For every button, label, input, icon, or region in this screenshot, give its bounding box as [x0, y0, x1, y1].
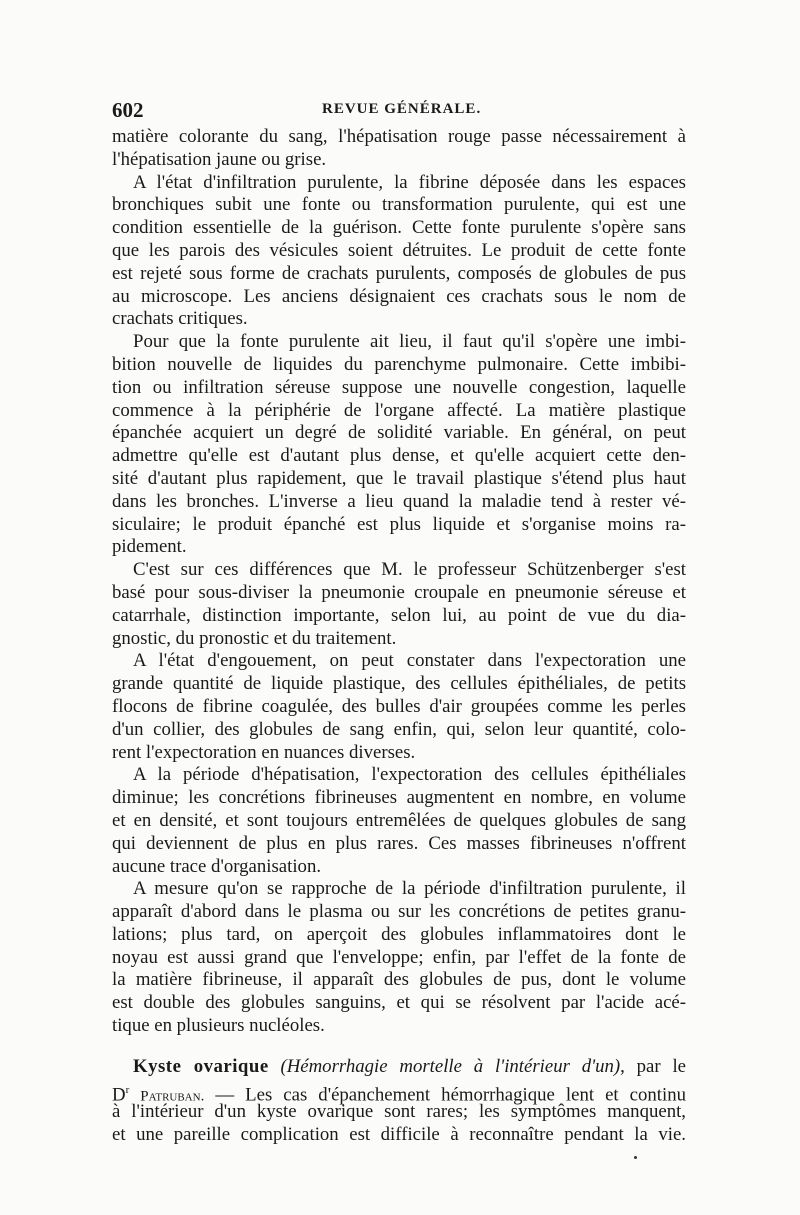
section-text: — Les cas d'épanchement hémorrhagique lent et continu [204, 1083, 686, 1105]
text-line: dans les bronches. L'inverse a lieu quand la maladie tend à rester vé- [112, 490, 686, 512]
running-head: REVUE GÉNÉRALE. [322, 101, 482, 117]
text-line: siculaire; le produit épanché est plus liquide et s'organise moins ra- [112, 513, 686, 535]
text-line: que les parois des vésicules soient détruites. Le produit de cette fonte [112, 239, 686, 261]
text-line: est double des globules sanguins, et qui se résolvent par l'acide acé- [112, 992, 686, 1014]
text-line: grande quantité de liquide plastique, des cellules épithéliales, de petits [112, 673, 686, 695]
text-line: C'est sur ces différences que M. le professeur Schützenberger s'est [133, 559, 686, 581]
text-line: admettre qu'elle est d'autant plus dense, et qu'elle acquiert cette den- [112, 445, 686, 467]
text-line: et en densité, et sont toujours entremêlées de quelques globules de sang [112, 809, 686, 831]
section-gap [112, 1038, 686, 1056]
text-line: épanchée acquiert un degré de solidité variable. En général, on peut [112, 422, 686, 444]
text-line: à l'intérieur d'un kyste ovarique sont rares; les symptômes manquent, [112, 1101, 686, 1123]
text-line [112, 1079, 686, 1105]
text-line: est rejeté sous forme de crachats purulents, composés de globules de pus [112, 262, 686, 284]
text-line: rent l'expectoration en nuances diverses. [112, 741, 416, 763]
text-line: A l'état d'engouement, on peut constater dans l'expectoration une [133, 650, 686, 672]
text-line: flocons de fibrine coagulée, des bulles d'air groupées comme les perles [112, 695, 686, 717]
text-line: crachats critiques. [112, 308, 248, 330]
page [112, 98, 686, 1147]
section-title: Kyste ovarique [133, 1055, 269, 1077]
text-line: pidement. [112, 536, 187, 558]
text-line: tique en plusieurs nucléoles. [112, 1015, 325, 1037]
section-subtitle: (Hémorrhagie mortelle à l'intérieur d'un) [280, 1055, 621, 1077]
text-line: gnostic, du pronostic et du traitement. [112, 627, 397, 649]
page-header [112, 98, 686, 122]
text-line: qui deviennent de plus en plus rares. Ces masses fibrineuses n'offrent [112, 832, 686, 854]
text-line: matière colorante du sang, l'hépatisation rouge passe nécessairement à [112, 126, 686, 147]
text-line: aucune trace d'organisation. [112, 855, 322, 877]
text-line: l'hépatisation jaune ou grise. [112, 148, 327, 170]
text-line: catarrhale, distinction importante, selon lui, au point de vue du dia- [112, 604, 686, 626]
text-line: lations; plus tard, on aperçoit des globules inflammatoires dont le [112, 923, 686, 945]
text-line: basé pour sous-diviser la pneumonie croupale en pneumonie séreuse et [112, 581, 686, 603]
text-line: sité d'autant plus rapidement, que le travail plastique s'étend plus haut [112, 467, 686, 489]
text-line: diminue; les concrétions fibrineuses augmentent en nombre, en volume [112, 787, 686, 809]
text-line: la matière fibrineuse, il apparaît des globules de pus, dont le volume [112, 969, 686, 991]
text-line: A la période d'hépatisation, l'expectoration des cellules épithéliales [133, 764, 686, 786]
text-line: A mesure qu'on se rapproche de la période d'infiltration purulente, il [133, 878, 686, 900]
text-line: d'un collier, des globules de sang enfin, qui, selon leur quantité, colo- [112, 718, 686, 740]
text-line: condition essentielle de la guérison. Cette fonte purulente s'opère sans [112, 217, 686, 239]
section-text: , par le [620, 1055, 687, 1077]
text-line: et une pareille complication est difficile à reconnaître pendant la vie. [112, 1124, 686, 1146]
text-line: bition nouvelle de liquides du parenchyme pulmonaire. Cette imbibi- [112, 353, 686, 375]
ink-mark [634, 1156, 637, 1159]
text-line: A l'état d'infiltration purulente, la fibrine déposée dans les espaces [133, 171, 686, 193]
text-line: Pour que la fonte purulente ait lieu, il faut qu'il s'opère une imbi- [133, 331, 686, 353]
author-name: Patruban. [140, 1087, 205, 1104]
text-line: commence à la périphérie de l'organe affecté. La matière plastique [112, 399, 686, 421]
author-prefix: D [112, 1083, 126, 1105]
section-heading-line [112, 1056, 686, 1079]
text-line: au microscope. Les anciens désignaient ces crachats sous le nom de [112, 285, 686, 307]
author-prefix-sup: r [125, 1083, 130, 1096]
text-line: bronchiques subit une fonte ou transformation purulente, qui est une [112, 194, 686, 216]
page-number: 602 [112, 98, 144, 122]
text-line: apparaît d'abord dans le plasma ou sur les concrétions de petites granu- [112, 901, 686, 923]
text-line: noyau est aussi grand que l'enveloppe; enfin, par l'effet de la fonte de [112, 946, 686, 968]
text-line: tion ou infiltration séreuse suppose une nouvelle congestion, laquelle [112, 376, 686, 398]
